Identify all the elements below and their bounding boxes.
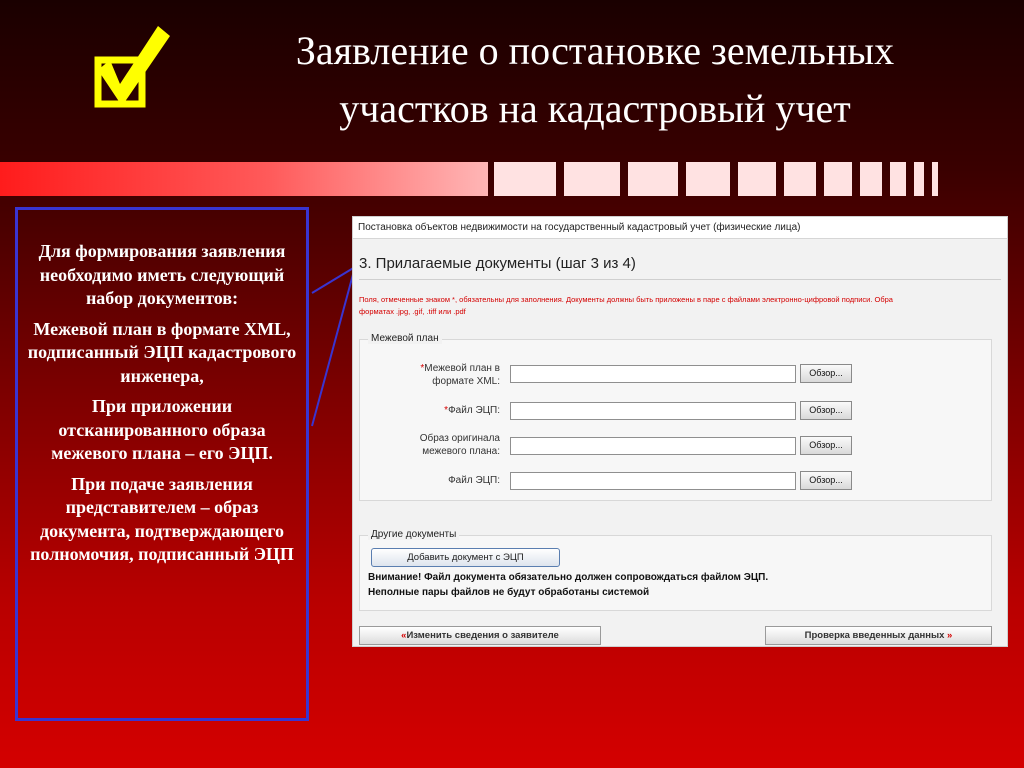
- stripe-block: [890, 162, 906, 196]
- browse-button[interactable]: Обзор...: [800, 436, 852, 455]
- stripe-block: [564, 162, 620, 196]
- form-screenshot: [352, 216, 1008, 647]
- callout-paragraph: Межевой план в формате XML, подписанный ЭЦП кадастрового инженера,: [27, 318, 297, 386]
- checkmark-logo-icon: [92, 22, 172, 112]
- stripe-block: [914, 162, 924, 196]
- stripe-block: [784, 162, 816, 196]
- stripe-block: [932, 162, 938, 196]
- slide-title: [200, 22, 990, 138]
- original-image-file-input[interactable]: [510, 437, 796, 455]
- stripe-block: [738, 162, 776, 196]
- survey-plan-xml-file-input[interactable]: [510, 365, 796, 383]
- image-signature-label: Файл ЭЦП:: [448, 475, 500, 486]
- required-fields-note: [359, 294, 1007, 318]
- warning-text-2: Неполные пары файлов не будут обработаны системой: [368, 587, 650, 598]
- stripe-block: [628, 162, 678, 196]
- note-line-2: форматах .jpg, .gif, .tiff или .pdf: [359, 307, 466, 316]
- callout-paragraph: Для формирования заявления необходимо иметь следующий набор документов:: [38, 241, 286, 308]
- next-button-label: Проверка введенных данных: [804, 630, 945, 641]
- browse-button[interactable]: Обзор...: [800, 471, 852, 490]
- note-line-1: Поля, отмеченные знаком *, обязательны для заполнения. Документы должны быть приложены в паре с файлами электронно-цифровой подписи. Обра: [359, 295, 893, 304]
- next-button[interactable]: [765, 626, 992, 645]
- next-arrow-icon: »: [947, 630, 953, 641]
- original-image-label: Образ оригинала межевого плана:: [419, 433, 500, 457]
- signature-file-input[interactable]: [510, 402, 796, 420]
- signature-file-label: *Файл ЭЦП:: [444, 405, 500, 416]
- back-button-label: Изменить сведения о заявителе: [406, 630, 559, 641]
- slide-title-line-2: участков на кадастровый учет: [339, 86, 851, 131]
- survey-plan-fieldset: [359, 333, 992, 501]
- add-document-button[interactable]: Добавить документ с ЭЦП: [371, 548, 560, 567]
- stripe-block: [824, 162, 852, 196]
- stripe-block: [494, 162, 556, 196]
- callout-paragraph: При подаче заявления представителем – образ документа, подтверждающего полномочия, подписанный ЭЦП: [30, 473, 294, 564]
- callout-paragraph: При приложении отсканированного образа межевого плана – его ЭЦП.: [51, 396, 273, 463]
- browse-button[interactable]: Обзор...: [800, 401, 852, 420]
- decorative-stripe: [0, 162, 488, 196]
- divider: [359, 279, 1001, 280]
- stripe-block: [686, 162, 730, 196]
- survey-plan-legend: Межевой план: [368, 333, 442, 344]
- step-title: 3. Прилагаемые документы (шаг 3 из 4): [359, 255, 636, 272]
- stripe-block: [860, 162, 882, 196]
- back-button[interactable]: [359, 626, 601, 645]
- survey-plan-xml-label: *Межевой план в формате XML:: [420, 363, 500, 387]
- callout-text-box: [15, 207, 309, 721]
- back-arrow-icon: «: [401, 630, 407, 641]
- image-signature-file-input[interactable]: [510, 472, 796, 490]
- slide-title-line-1: Заявление о постановке земельных: [295, 28, 895, 73]
- form-header: Постановка объектов недвижимости на государственный кадастровый учет (физические лица): [353, 217, 1007, 239]
- other-documents-legend: Другие документы: [368, 529, 459, 540]
- warning-text-1: Внимание! Файл документа обязательно должен сопровождаться файлом ЭЦП.: [368, 572, 769, 583]
- browse-button[interactable]: Обзор...: [800, 364, 852, 383]
